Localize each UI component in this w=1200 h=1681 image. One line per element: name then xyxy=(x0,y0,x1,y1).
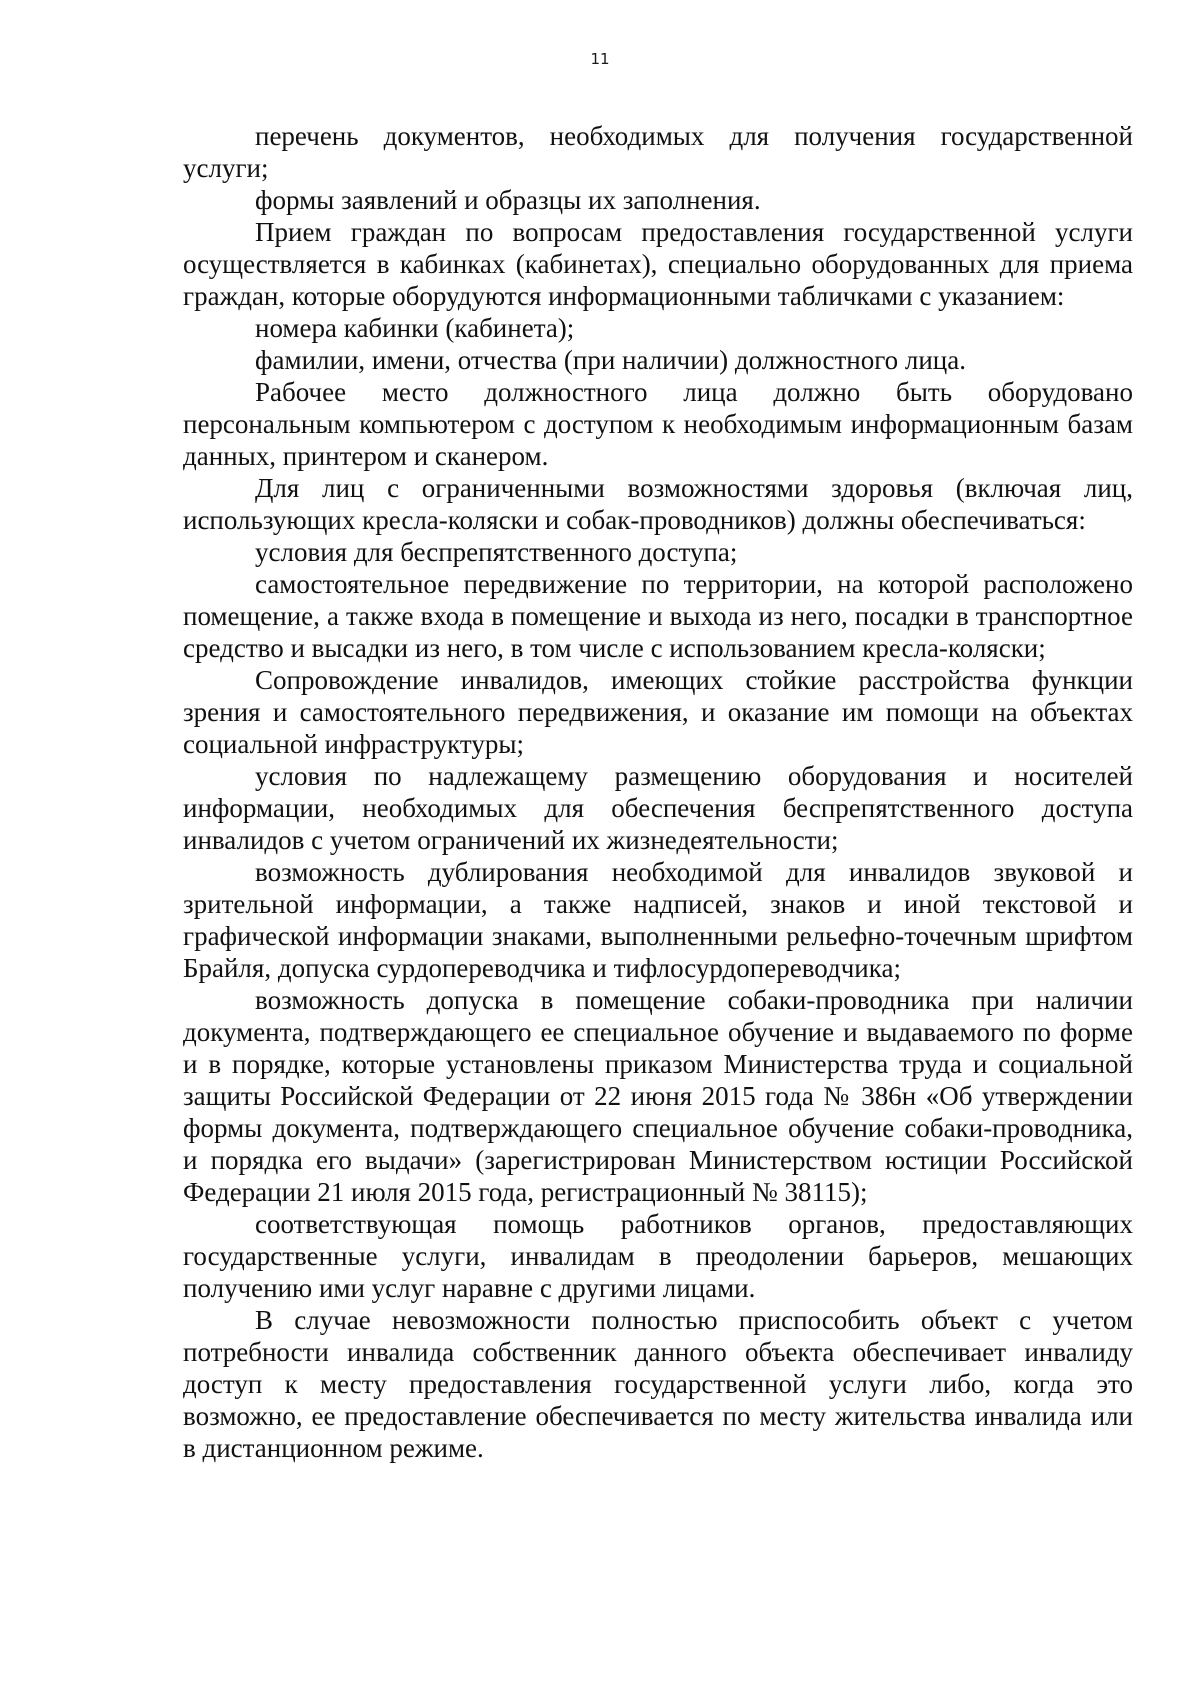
paragraph: условия для беспрепятственного доступа; xyxy=(255,537,738,567)
paragraph: В случае невозможности полностью приспособить объект с учетом потребности инвалида собственник данного объекта обеспечивает инвалиду доступ к месту предоставления государственной услуги либо, когда это возможно, ее предоставление обеспечивается по месту жительства инвалида или в дистанционном режиме. xyxy=(183,1305,1133,1463)
paragraph: условия по надлежащему размещению оборудования и носителей информации, необходимых для обеспечения беспрепятственного доступа инвалидов с учетом ограничений их жизнедеятельности; xyxy=(183,761,1133,855)
paragraph: Сопровождение инвалидов, имеющих стойкие расстройства функции зрения и самостоятельного передвижения, и оказание им помощи на объектах социальной инфраструктуры; xyxy=(183,665,1133,759)
paragraph: самостоятельное передвижение по территории, на которой расположено помещение, а также входа в помещение и выхода из него, посадки в транспортное средство и высадки из него, в том числе с использованием кресла-коляски; xyxy=(183,569,1133,663)
paragraph: Рабочее место должностного лица должно быть оборудовано персональным компьютером с доступом к необходимым информационным базам данных, принтером и сканером. xyxy=(183,377,1133,471)
paragraph: Для лиц с ограниченными возможностями здоровья (включая лиц, использующих кресла-коляски и собак-проводников) должны обеспечиваться: xyxy=(183,473,1133,535)
paragraph: номера кабинки (кабинета); xyxy=(255,313,575,343)
paragraph: формы заявлений и образцы их заполнения. xyxy=(255,185,761,215)
paragraph: возможность допуска в помещение собаки-проводника при наличии документа, подтверждающего ее специальное обучение и выдаваемого по форме и в порядке, которые установлены приказом Министерства труда и социальной защиты Российской Федерации от 22 июня 2015 года № 386н «Об утверждении формы документа, подтверждающего специальное обучение собаки-проводника, и порядка его выдачи» (зарегистрирован Министерством юстиции Российской Федерации 21 июля 2015 года, регистрационный № 38115); xyxy=(183,985,1133,1207)
page-number: 11 xyxy=(590,50,610,68)
paragraph: фамилии, имени, отчества (при наличии) должностного лица. xyxy=(255,345,966,375)
paragraph: перечень документов, необходимых для получения государственной услуги; xyxy=(183,121,1133,183)
paragraph: возможность дублирования необходимой для инвалидов звуковой и зрительной информации, а также надписей, знаков и иной текстовой и графической информации знаками, выполненными рельефно-точечным шрифтом Брайля, допуска сурдопереводчика и тифлосурдопереводчика; xyxy=(183,857,1133,983)
paragraph: Прием граждан по вопросам предоставления государственной услуги осуществляется в кабинках (кабинетах), специально оборудованных для приема граждан, которые оборудуются информационными табличками с указанием: xyxy=(183,217,1133,311)
document-body xyxy=(183,120,1133,1464)
paragraph: соответствующая помощь работников органов, предоставляющих государственные услуги, инвалидам в преодолении барьеров, мешающих получению ими услуг наравне с другими лицами. xyxy=(183,1209,1133,1303)
